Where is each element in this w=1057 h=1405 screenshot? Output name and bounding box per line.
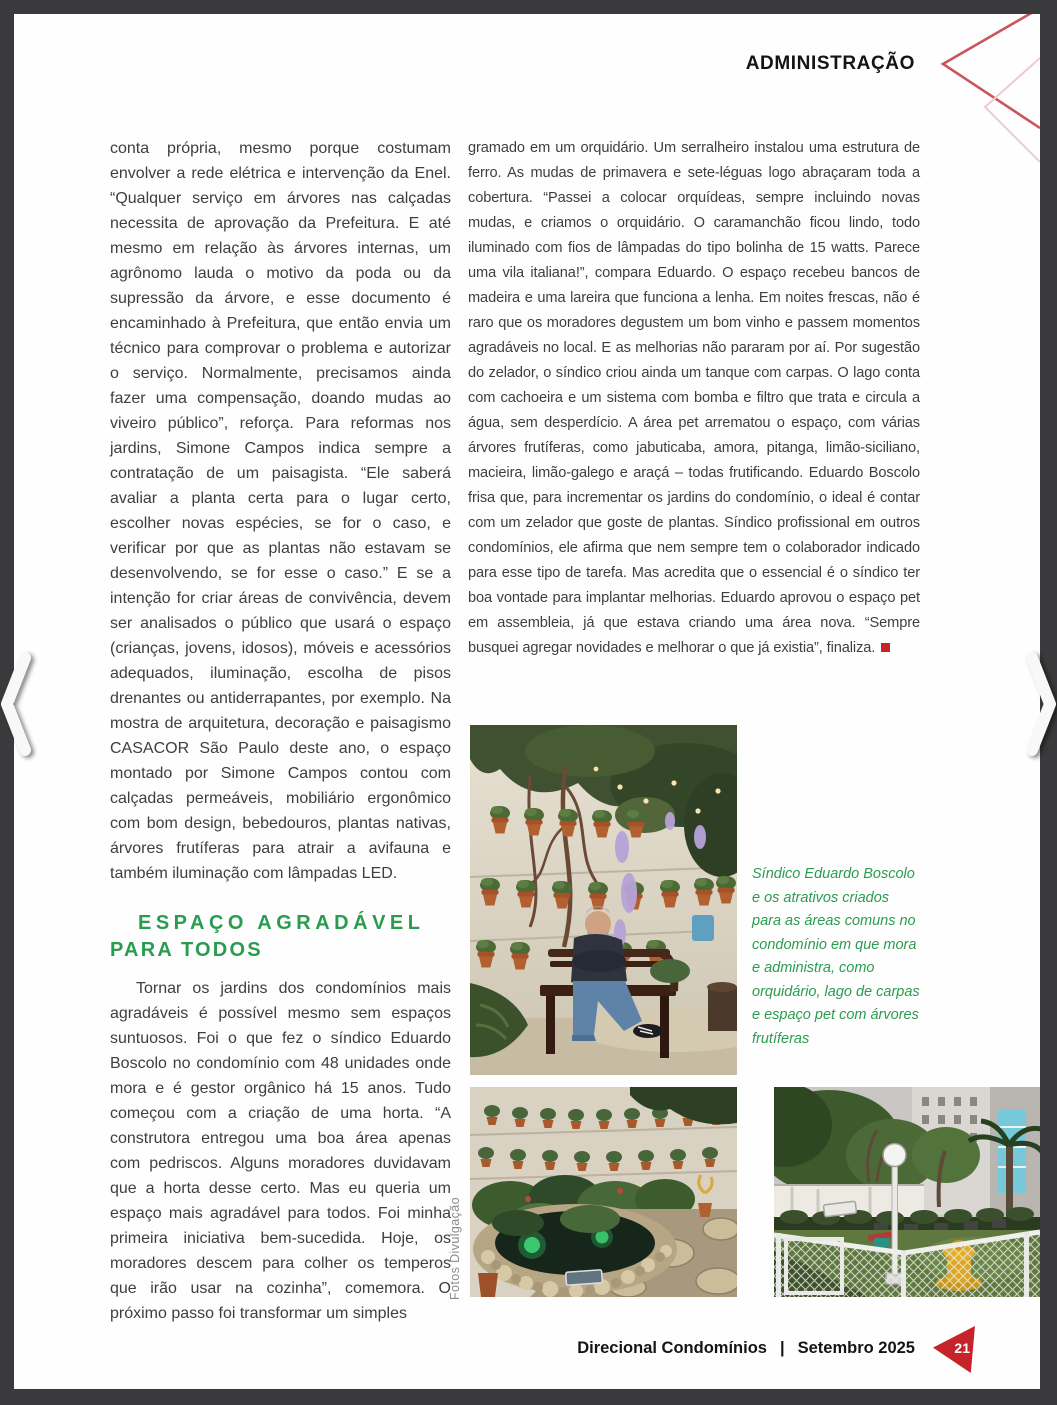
article-left-column [110,136,451,1326]
section-heading [110,910,451,964]
section-heading-line2: PARA TODOS [110,939,263,961]
chevron-left-icon [0,650,36,760]
corner-chevron-decoration [905,14,1040,189]
photo-caption: Síndico Eduardo Boscolo e os atrativos criados para as áreas comuns no condomínio em que mora e administra, como orquidário, lago de carpas e espaço pet com árvores frutíferas [752,866,920,1047]
article-end-marker [881,643,890,652]
pet-area-photo [774,1087,1040,1297]
article-paragraph: Tornar os jardins dos condomínios mais agradáveis é possível mesmo sem espaços suntuosos. Foi o que fez o síndico Eduardo Boscolo no condomínio com 48 unidades onde mora e é gestor orgânico há 15 anos. Tudo começou com a criação de uma horta. “A construtora entregou uma boa área apenas com pedriscos. Alguns moradores duvidavam que a horta desse certo. Mas eu queria um espaço mais agradável para todos. Foi minha primeira iniciativa bem-sucedida. Hoje, os moradores descem para colher os temperos que irão usar na cozinha”, comemora. O próximo passo foi transformar um simples [110,980,451,1322]
footer-issue-date: Setembro 2025 [797,1339,915,1357]
previous-page-button[interactable] [0,650,36,760]
next-page-button[interactable] [1021,650,1057,760]
footer-magazine-name: Direcional Condomínios [577,1339,767,1357]
chevron-right-icon [1021,650,1057,760]
footer-separator: | [779,1339,785,1357]
footer [577,1339,915,1358]
article-paragraph: conta própria, mesmo porque costumam envolver a rede elétrica e intervenção da Enel. “Qualquer serviço em árvores nas calçadas necessita de aprovação da Prefeitura. E até mesmo em relação às árvores internas, um agrônomo lauda o motivo da poda ou da supressão da árvore, e esse documento é encaminhado à Prefeitura, que então envia um técnico para comprovar o problema e autorizar o serviço. Normalmente, precisamos ainda fazer uma compensação, doando mudas ao viveiro público”, reforça. Para reformas nos jardins, Simone Campos indica sempre a contratação de um paisagista. “Ele saberá avaliar a planta certa para o lugar certo, escolher novas espécies, se for o caso, e verificar por que as plantas não estavam se desenvolvendo, se for esse o caso.” E se a intenção for criar áreas de convivência, devem ser analisados o público que usará o espaço (crianças, jovens, idosos), móveis e acessórios adequados, iluminação, escolha de pisos drenantes ou antiderrapantes, por exemplo. Na mostra de arquitetura, decoração e paisagismo CASACOR São Paulo deste ano, o espaço montado por Simone Campos contou com calçadas permeáveis, mobiliário ergonômico com bom design, bebedouros, plantas nativas, árvores frutíferas para atrair a avifauna e também iluminação com lâmpadas LED. [110,140,451,882]
section-title: ADMINISTRAÇÃO [745,53,915,74]
magazine-page [14,14,1040,1389]
photo-credit: Fotos Divulgação [448,1197,462,1300]
article-paragraph: gramado em um orquidário. Um serralheiro instalou uma estrutura de ferro. As mudas de primavera e sete-léguas logo abraçaram toda a cobertura. “Passei a colocar orquídeas, sempre incluindo novas mudas, e criamos o orquidário. O caramanchão ficou lindo, todo iluminado com fios de lâmpadas do tipo bolinha de 15 watts. Parece uma vila italiana!”, compara Eduardo. O espaço recebeu bancos de madeira e uma lareira que funciona a lenha. Em noites frescas, não é raro que os moradores degustem um bom vinho e passem momentos agradáveis no local. E as melhorias não pararam por aí. Por sugestão do zelador, o síndico criou ainda um tanque com carpas. O lago conta com cachoeira e um sistema com bomba e filtro que trata e circula a água, sem desperdício. A área pet arrematou o espaço, com várias árvores frutíferas, como jabuticaba, amora, pitanga, limão-siciliano, macieira, limão-galego e araçá – todas frutificando. Eduardo Boscolo frisa que, para incrementar os jardins do condomínio, o ideal é contar com um zelador que goste de plantas. Síndico profissional em outros condomínios, ele afirma que nem sempre tem o colaborador indicado para esse tipo de tarefa. Mas acredita que o essencial é o síndico ter boa vontade para implantar melhorias. Eduardo aprovou o espaço pet em assembleia, já que estava criando uma área nova. “Sempre busquei agregar novidades e melhorar o que já existia”, finaliza. [468,140,920,656]
article-right-column [468,136,920,661]
page-number-badge [933,1326,975,1373]
carp-pond-photo [470,1087,737,1297]
section-heading-line1: ESPAÇO AGRADÁVEL [138,912,425,934]
orchid-garden-photo [470,725,737,1075]
page-number: 21 [954,1340,970,1356]
